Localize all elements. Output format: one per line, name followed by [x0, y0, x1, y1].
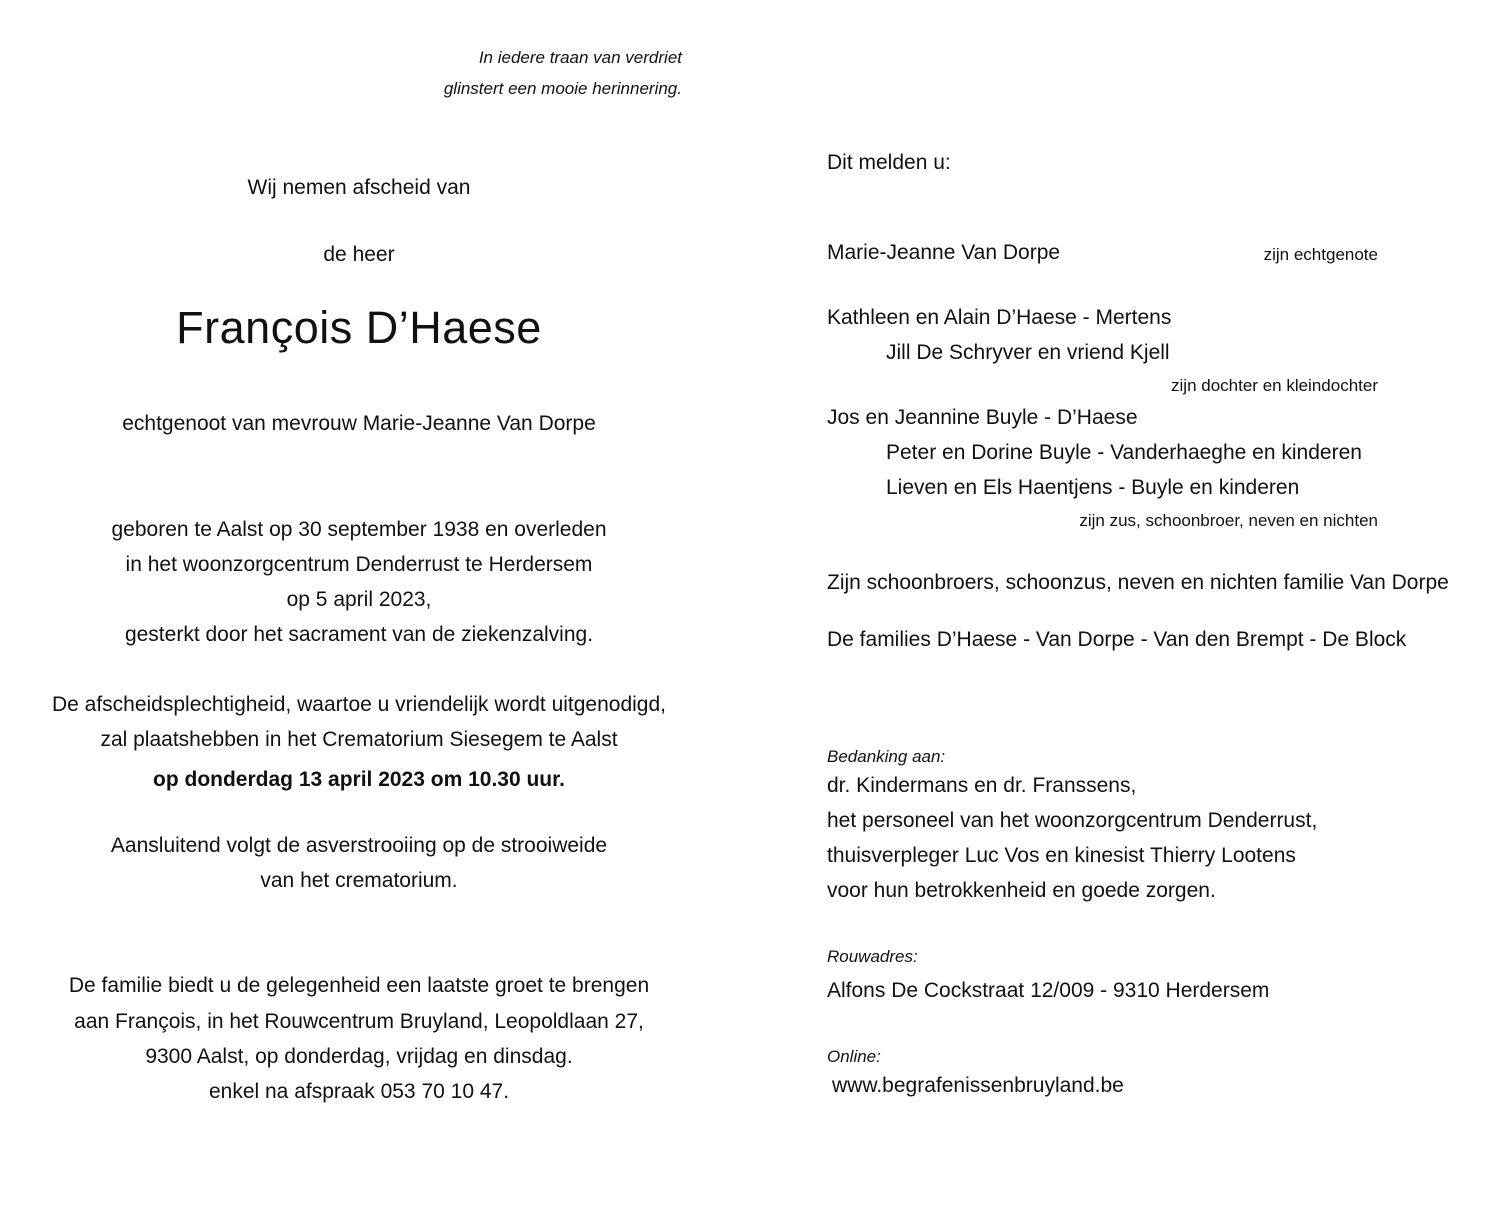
thanks-label: Bedanking aan: [827, 747, 946, 766]
quote-line-1: In iedere traan van verdriet [478, 48, 682, 67]
daughter-relation: zijn dochter en kleindochter [1171, 376, 1378, 395]
spouse-name: Marie-Jeanne Van Dorpe [827, 241, 1061, 264]
announce-text: Dit melden u: [827, 151, 951, 174]
nephew-line-1: Peter en Dorine Buyle - Vanderhaeghe en kinderen [886, 441, 1362, 464]
birth-line-2: in het woonzorgcentrum Denderrust te Herdersem [125, 553, 593, 576]
intro-text: Wij nemen afscheid van [247, 176, 471, 199]
title-text: de heer [323, 243, 395, 266]
deceased-name: François D’Haese [176, 302, 542, 353]
address-label: Rouwadres: [827, 947, 918, 966]
ceremony-line-1: De afscheidsplechtigheid, waartoe u vriendelijk wordt uitgenodigd, [51, 693, 667, 716]
visit-line-4: enkel na afspraak 053 70 10 47. [208, 1080, 510, 1103]
thanks-line-4: voor hun betrokkenheid en goede zorgen. [827, 879, 1216, 902]
online-label: Online: [827, 1047, 881, 1066]
daughter-line: Kathleen en Alain D’Haese - Mertens [827, 306, 1172, 329]
sister-line: Jos en Jeannine Buyle - D’Haese [827, 406, 1138, 429]
birth-line-1: geboren te Aalst op 30 september 1938 en overleden [111, 518, 607, 541]
address-line: Alfons De Cockstraat 12/009 - 9310 Herdersem [827, 979, 1270, 1002]
scattering-line-2: van het crematorium. [260, 869, 458, 892]
thanks-line-2: het personeel van het woonzorgcentrum Denderrust, [827, 809, 1318, 832]
birth-line-3: op 5 april 2023, [286, 588, 432, 611]
thanks-line-1: dr. Kindermans en dr. Franssens, [827, 774, 1137, 797]
visit-line-2: aan François, in het Rouwcentrum Bruyland, Leopoldlaan 27, [74, 1010, 644, 1033]
spouse-relation: zijn echtgenote [1263, 245, 1378, 264]
quote-line-2: glinstert een mooie herinnering. [443, 79, 682, 98]
nephew-line-2: Lieven en Els Haentjens - Buyle en kinderen [886, 476, 1300, 499]
thanks-line-3: thuisverpleger Luc Vos en kinesist Thierry Lootens [827, 844, 1296, 867]
birth-line-4: gesterkt door het sacrament van de ziekenzalving. [124, 623, 594, 646]
inlaws-line: Zijn schoonbroers, schoonzus, neven en nichten familie Van Dorpe [827, 571, 1449, 594]
sister-relation: zijn zus, schoonbroer, neven en nichten [1079, 511, 1378, 530]
spouse-line: echtgenoot van mevrouw Marie-Jeanne Van Dorpe [122, 412, 596, 435]
visit-line-1: De familie biedt u de gelegenheid een laatste groet te brengen [68, 974, 650, 997]
scattering-line-1: Aansluitend volgt de asverstrooiing op de strooiweide [110, 834, 608, 857]
ceremony-date: op donderdag 13 april 2023 om 10.30 uur. [153, 768, 565, 791]
ceremony-line-2: zal plaatshebben in het Crematorium Siesegem te Aalst [100, 728, 618, 751]
visit-line-3: 9300 Aalst, op donderdag, vrijdag en dinsdag. [145, 1045, 573, 1068]
granddaughter-line: Jill De Schryver en vriend Kjell [886, 341, 1170, 364]
families-line: De families D’Haese - Van Dorpe - Van den Brempt - De Block [827, 628, 1407, 651]
website-link[interactable]: www.begrafenissenbruyland.be [832, 1074, 1124, 1097]
